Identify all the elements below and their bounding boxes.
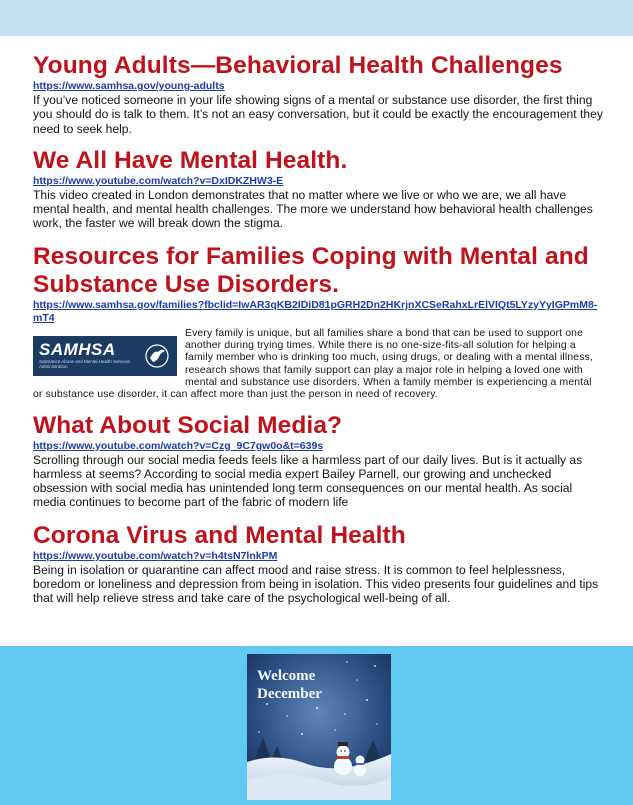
samhsa-logo [33, 336, 177, 376]
section-link[interactable]: https://www.youtube.com/watch?v=DxIDKZHW3-E [33, 174, 284, 187]
section-body: Every family is unique, but all families share a bond that can be used to support one another during trying times. While there is no one-size-fits-all solution for helping a family member who is drinking too much, using drugs, or dealing with a mental illness, research shows that family support can play a major role in helping a loved one with mental and substance use disorders. When a family member is experiencing a mental or substance use disorder, it can affect more than just the person in need of recovery. [33, 327, 593, 401]
section-link[interactable]: https://www.youtube.com/watch?v=Czg_9C7gw0o&t=639s [33, 439, 324, 452]
section-family-resources [33, 243, 603, 402]
top-banner [0, 0, 633, 36]
samhsa-logo-subtitle: Substance Abuse and Mental Health Services Administration [39, 358, 131, 370]
samhsa-block [33, 328, 603, 402]
samhsa-logo-brand: SAMHSA [39, 339, 116, 359]
section-mental-health [33, 147, 603, 231]
section-social-media [33, 412, 603, 510]
section-heading: We All Have Mental Health. [33, 146, 348, 174]
section-corona-virus [33, 522, 603, 606]
card-title [257, 667, 322, 703]
section-body: Scrolling through our social media feeds feels like a harmless part of our daily lives. But is it actually as harmless at seems? According to social media expert Bailey Parnell, our growing and unchecked obsession with social media has unintended long term consequences on our mental health. As social media continues to become part of the fabric of modern life [33, 452, 583, 510]
section-link[interactable]: https://www.youtube.com/watch?v=h4tsN7lnkPM [33, 549, 278, 562]
section-young-adults [33, 52, 603, 136]
welcome-december-card [247, 654, 391, 800]
section-body: If you’ve noticed someone in your life showing signs of a mental or substance use disorder, the first thing you should do is talk to them. It’s not an easy conversation, but it could be exactly the encouragement they need to seek help. [33, 93, 603, 136]
section-link[interactable]: https://www.samhsa.gov/families?fbclid=IwAR3qKB2IDiD81pGRH2Dn2HKrjnXCSeRahxLrElVIQt5LYzyYyIGPmM8-mT4 [33, 298, 598, 324]
section-body: This video created in London demonstrates that no matter where we live or who we are, we all have mental health, and mental health challenges. The more we understand how behavioral health challenges work, the faster we will break down the stigma. [33, 187, 593, 231]
newsletter-content [33, 52, 603, 618]
section-body: Being in isolation or quarantine can affect mood and raise stress. It is common to feel helplessness, boredom or loneliness and depression from being in isolation. This video presents four guidelines and tips that will help relieve stress and take care of the psychological well-being of all. [33, 562, 599, 606]
hhs-eagle-icon [145, 342, 169, 370]
section-heading: What About Social Media? [33, 411, 343, 439]
section-link[interactable]: https://www.samhsa.gov/young-adults [33, 80, 225, 92]
section-heading: Resources for Families Coping with Mental and Substance Use Disorders. [33, 242, 589, 298]
section-heading: Young Adults—Behavioral Health Challenges [33, 52, 563, 79]
card-title-line-1: Welcome [257, 668, 316, 684]
card-title-line-2: December [257, 686, 322, 702]
section-heading: Corona Virus and Mental Health [33, 521, 406, 549]
